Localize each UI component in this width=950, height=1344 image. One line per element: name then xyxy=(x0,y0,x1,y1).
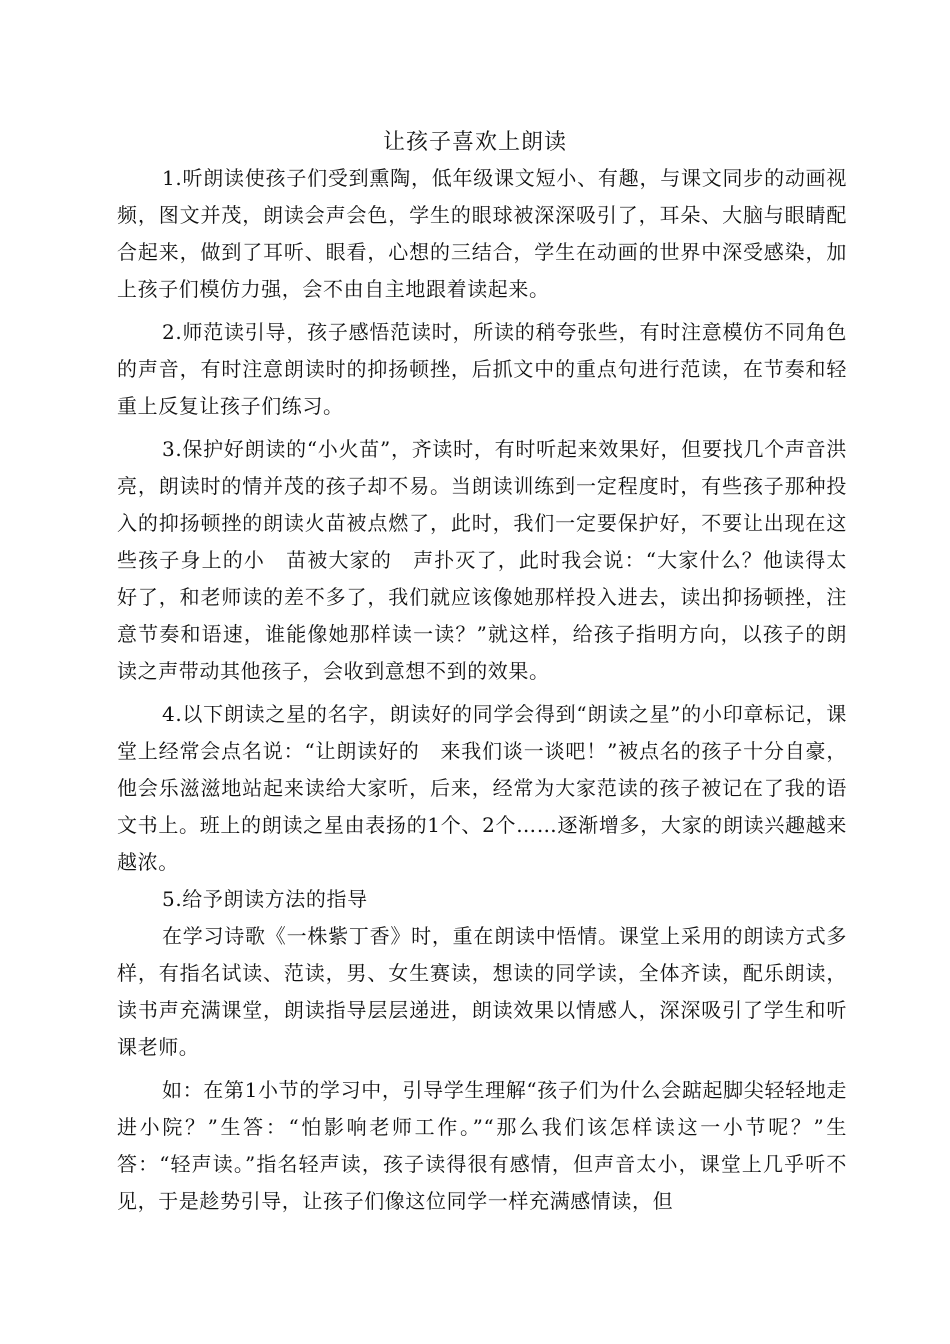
paragraph-2: 2.师范读引导，孩子感悟范读时，所读的稍夸张些，有时注意模仿不同角色的声音，有时注意朗读时的抑扬顿挫，后抓文中的重点句进行范读，在节奏和轻重上反复让孩子们练习。 xyxy=(117,320,847,418)
document-body xyxy=(117,160,847,1220)
paragraph-5-heading: 5.给予朗读方法的指导 xyxy=(162,887,368,911)
paragraph-6: 在学习诗歌《一株紫丁香》时，重在朗读中悟情。课堂上采用的朗读方式多样，有指名试读、范读，男、女生赛读，想读的同学读，全体齐读，配乐朗读，读书声充满课堂，朗读指导层层递进，朗读效果以情感人，深深吸引了学生和听课老师。 xyxy=(117,924,847,1059)
paragraph-4: 4.以下朗读之星的名字，朗读好的同学会得到“朗读之星”的小印章标记，课堂上经常会点名说：“让朗读好的 来我们谈一谈吧！”被点名的孩子十分自豪，他会乐滋滋地站起来读给大家听，后来，经常为大家范读的孩子被记在了我的语文书上。班上的朗读之星由表扬的1个、2个……逐渐增多，大家的朗读兴趣越来越浓。 xyxy=(117,702,847,874)
document-title: 让孩子喜欢上朗读 xyxy=(382,130,567,155)
paragraph-1: 1.听朗读使孩子们受到熏陶，低年级课文短小、有趣，与课文同步的动画视频，图文并茂，朗读会声会色，学生的眼球被深深吸引了，耳朵、大脑与眼睛配合起来，做到了耳听、眼看，心想的三结合，学生在动画的世界中深受感染，加上孩子们模仿力强，会不由自主地跟着读起来。 xyxy=(117,166,847,301)
paragraph-3: 3.保护好朗读的“小火苗”，齐读时，有时听起来效果好，但要找几个声音洪亮，朗读时的情并茂的孩子却不易。当朗读训练到一定程度时，有些孩子那种投入的抑扬顿挫的朗读火苗被点燃了，此时，我们一定要保护好，不要让出现在这些孩子身上的小 苗被大家的 声扑灭了，此时我会说：“大家什么？他读得太好了，和老师读的差不多了，我们就应该像她那样投入进去，读出抑扬顿挫，注意节奏和语速，谁能像她那样读一读？”就这样，给孩子指明方向，以孩子的朗读之声带动其他孩子，会收到意想不到的效果。 xyxy=(117,437,847,683)
paragraph-7: 如：在第1小节的学习中，引导学生理解“孩子们为什么会踮起脚尖轻轻地走进小院？”生答：“怕影响老师工作。”“那么我们该怎样读这一小节呢？”生答：“轻声读。”指名轻声读，孩子读得很有感情，但声音太小，课堂上几乎听不见，于是趁势引导，让孩子们像这位同学一样充满感情读，但 xyxy=(117,1078,847,1213)
